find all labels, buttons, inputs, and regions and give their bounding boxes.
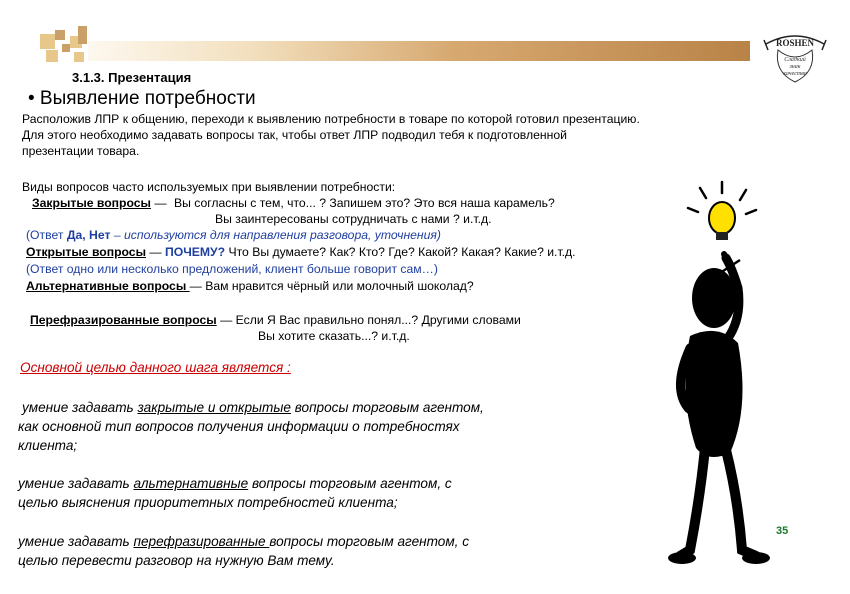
- thinking-figure-illustration: [660, 178, 790, 578]
- intro-line-3: презентации товара.: [22, 144, 140, 158]
- closed-questions-note: [26, 228, 441, 243]
- open-questions-examples: Что Вы думаете? Как? Кто? Где? Какой? Какая? Какие? и.т.д.: [225, 245, 576, 259]
- goal-item-2-line-1: умение задавать альтернативные вопросы торговым агентом, с: [18, 476, 452, 491]
- closed-dash: —: [150, 196, 170, 210]
- open-questions-label: Открытые вопросы: [26, 245, 146, 259]
- section-number: 3.1.3. Презентация: [72, 70, 192, 85]
- closed-note-open: (Ответ: [26, 228, 67, 242]
- open-questions-note: (Ответ одно или несколько предложений, клиент больше говорит сам…): [26, 262, 438, 276]
- header-band: [88, 41, 750, 61]
- goal-item-3-line-1: умение задавать перефразированные вопросы торговым агентом, с: [18, 534, 470, 549]
- open-questions-line: [26, 245, 576, 260]
- para-questions-line: [30, 313, 521, 328]
- para-questions-example: — Если Я Вас правильно понял...? Другими словами: [216, 313, 521, 327]
- para-questions-label: Перефразированные вопросы: [30, 313, 217, 327]
- alt-questions-line: [26, 279, 474, 294]
- alt-questions-label: Альтернативные вопросы: [26, 279, 190, 293]
- svg-text:ROSHEN: ROSHEN: [775, 38, 815, 48]
- goal-item-3-line-2: целью перевести разговор на нужную Вам тему.: [18, 553, 335, 568]
- closed-questions-examples: Вы согласны с тем, что... ? Запишем это? Это вся наша карамель?: [173, 196, 555, 210]
- page-title: • Выявление потребности: [28, 88, 256, 109]
- intro-line-1: Расположив ЛПР к общению, переходи к выявлению потребности в товаре по которой готовил презентацию.: [22, 112, 640, 126]
- closed-note-rest: – используются для направления разговора, уточнения): [110, 228, 441, 242]
- questions-heading: Виды вопросов часто используемых при выявлении потребности:: [22, 180, 396, 194]
- goal-item-1-line-1: умение задавать закрытые и открытые вопросы торговым агентом,: [22, 400, 484, 415]
- goal-heading: Основной целью данного шага является :: [20, 360, 291, 375]
- closed-questions-line: [32, 196, 555, 211]
- svg-text:Сладкий: Сладкий: [784, 57, 806, 63]
- goal-item-1-line-2: как основной тип вопросов получения информации о потребностях: [18, 419, 460, 434]
- para-questions-example-2: Вы хотите сказать...? и.т.д.: [258, 329, 410, 343]
- closed-note-bold: Да, Нет: [66, 228, 111, 242]
- roshen-logo: [760, 30, 830, 86]
- page-number: 35: [776, 525, 789, 537]
- goal-item-2-line-2: целью выяснения приоритетных потребностей клиента;: [18, 495, 398, 510]
- open-why: ПОЧЕМУ?: [164, 245, 226, 259]
- closed-questions-examples-2: Вы заинтересованы сотрудничать с нами ? и.т.д.: [215, 212, 492, 226]
- open-dash: —: [146, 245, 165, 259]
- alt-questions-example: — Вам нравится чёрный или молочный шоколад?: [189, 279, 474, 293]
- svg-text:качества: качества: [783, 71, 807, 77]
- svg-text:знак: знак: [789, 64, 801, 70]
- intro-line-2: Для этого необходимо задавать вопросы так, чтобы ответ ЛПР подводил тебя к подготовленной: [22, 128, 567, 142]
- goal-item-1-line-3: клиента;: [18, 438, 78, 453]
- closed-questions-label: Закрытые вопросы: [32, 196, 151, 210]
